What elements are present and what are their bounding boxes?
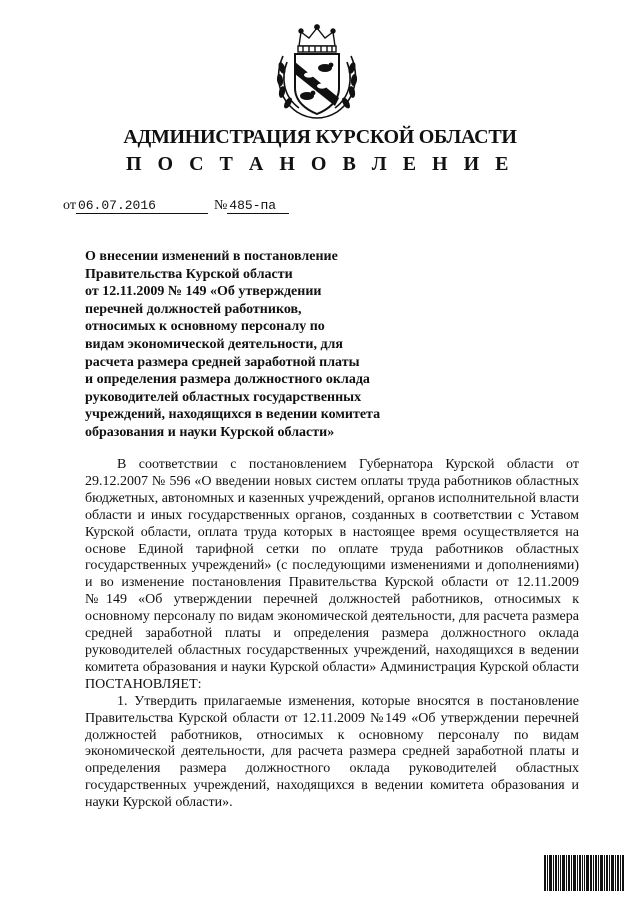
subject-line: относимых к основному персоналу по: [85, 319, 325, 335]
document-date: 06.07.2016: [76, 198, 208, 214]
organization-title: АДМИНИСТРАЦИЯ КУРСКОЙ ОБЛАСТИ: [123, 126, 517, 148]
kursk-coat-of-arms-icon: [269, 22, 365, 122]
date-number-line: [63, 198, 289, 214]
subject-line: видам экономической деятельности, для: [85, 336, 343, 352]
subject-line: образования и науки Курской области»: [85, 424, 335, 440]
subject-line: от 12.11.2009 № 149 «Об утверждении: [85, 284, 322, 300]
number-label: №: [213, 198, 228, 213]
subject-line: расчета размера средней заработной платы: [85, 354, 360, 370]
subject-line: учреждений, находящихся в ведении комитета: [85, 407, 381, 423]
document-subject: [85, 248, 425, 442]
document-type-heading: П О С Т А Н О В Л Е Н И Е: [126, 153, 514, 175]
barcode-icon: [544, 855, 624, 891]
body-paragraph-preamble: В соответствии с постановлением Губернатора Курской области от 29.12.2007 № 596 «О введении новых систем оплаты труда работников областных бюджетных, автономных и казенных учреждений, органов исполнительной власти области и иных государственных органов, созданных в соответствии с Уставом Курской области, оплата труда которых в настоящее время осуществляется на основе Единой тарифной сетки по оплате труда работников областных государственных учреждений» (с последующими изменениями и дополнениями) и во изменение постановления Правительства Курской области от 12.11.2009 №149 «Об утверждении перечней должностей работников, относимых к основному персоналу по видам экономической деятельности, для расчета размера средней заработной платы и определения размера должностного оклада руководителей областных государственных учреждений, находящихся в ведении комитета образования и науки Курской области» Администрация Курской области ПОСТАНОВЛЯЕТ:: [85, 457, 579, 692]
date-label: от: [63, 198, 76, 213]
subject-line: Правительства Курской области: [85, 266, 293, 282]
body-paragraph-item-1: 1. Утвердить прилагаемые изменения, которые вносятся в постановление Правительства Курской области от 12.11.2009 №149 «Об утверждении перечней должностей работников, относимых к основному персоналу по видам экономической деятельности, для расчета размера средней заработной платы и определения размера должностного оклада руководителей областных государственных учреждений, находящихся в ведении комитета образования и науки Курской области».: [85, 693, 579, 811]
subject-line: и определения размера должностного оклада: [85, 372, 370, 388]
subject-line: руководителей областных государственных: [85, 389, 362, 405]
subject-line: О внесении изменений в постановление: [85, 249, 338, 264]
document-body: [85, 457, 579, 812]
document-number: 485-па: [227, 198, 289, 214]
subject-line: перечней должностей работников,: [85, 301, 302, 317]
